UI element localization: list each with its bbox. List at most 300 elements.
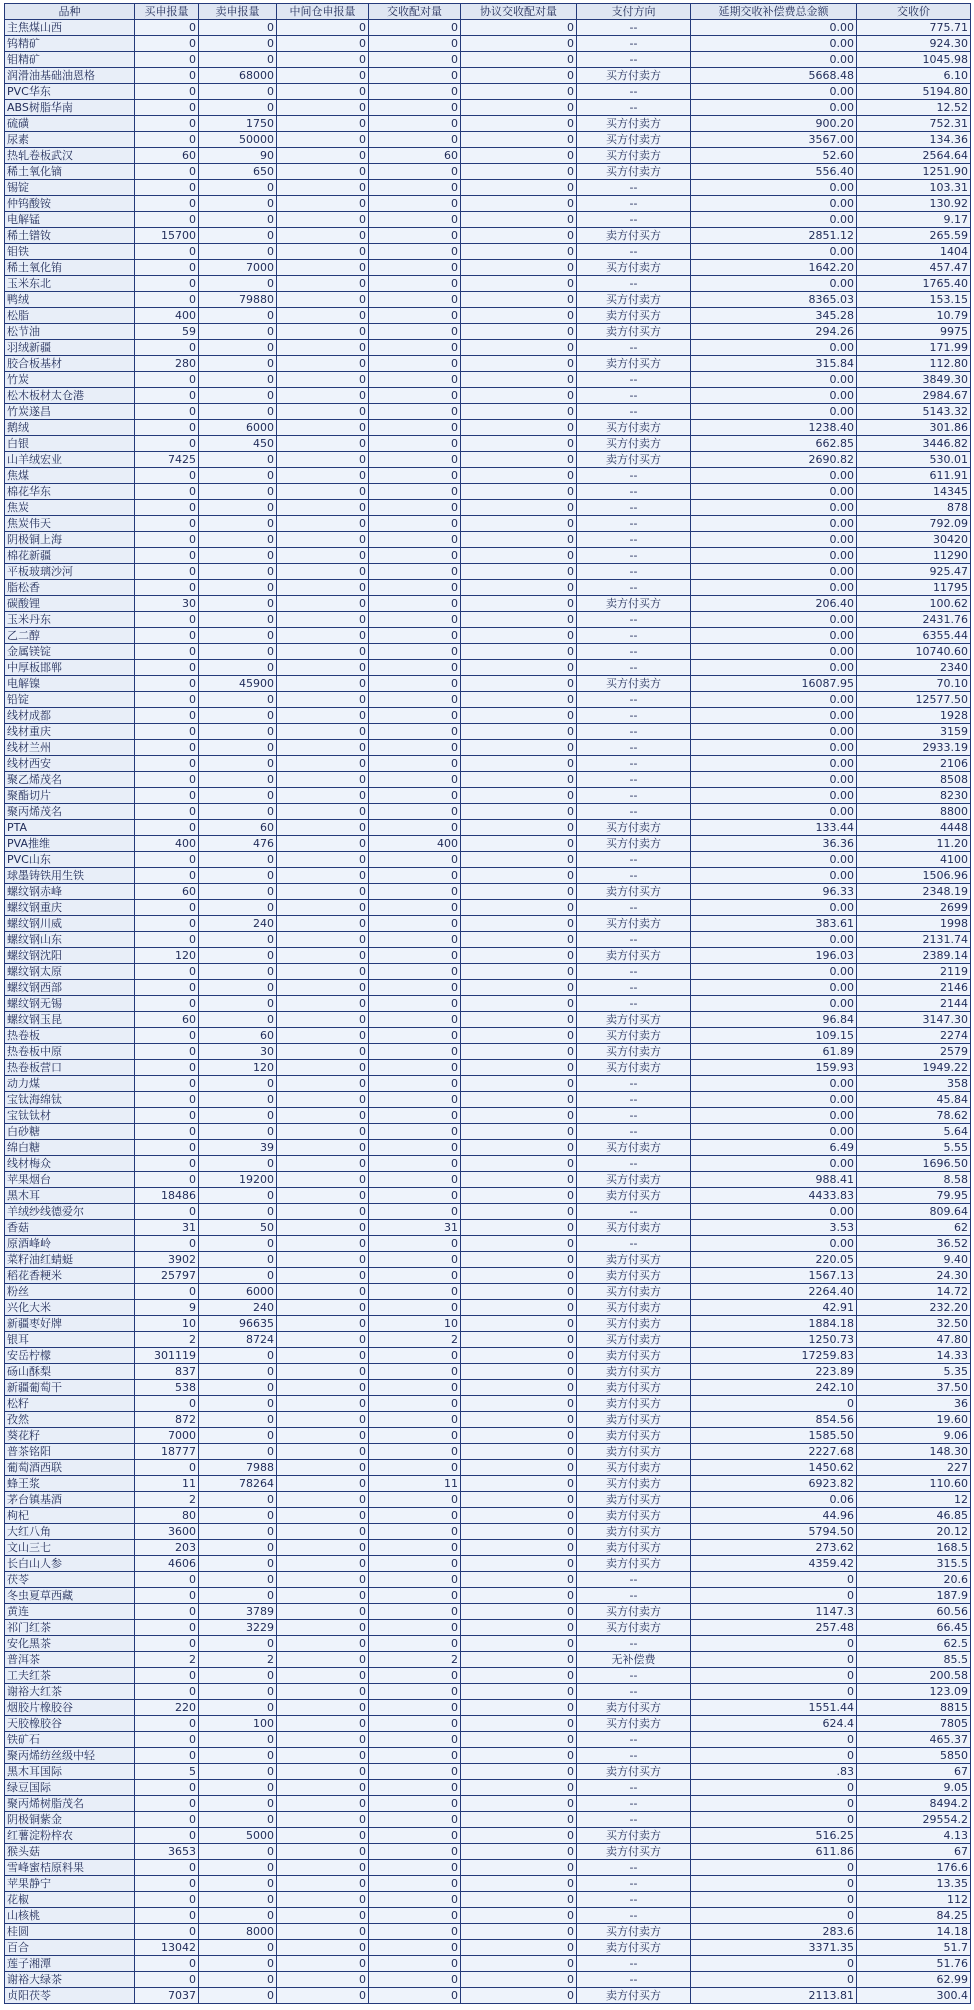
table-row xyxy=(5,68,971,84)
cell-payment-direction: -- xyxy=(577,532,691,548)
cell-delivery-price: 78.62 xyxy=(857,1108,971,1124)
cell-delivery-price: 110.60 xyxy=(857,1476,971,1492)
cell-delivery-price: 176.6 xyxy=(857,1860,971,1876)
cell-sell-declared: 6000 xyxy=(199,1284,277,1300)
table-row xyxy=(5,1412,971,1428)
cell-sell-declared: 0 xyxy=(199,852,277,868)
cell-delivery-price: 792.09 xyxy=(857,516,971,532)
cell-intermediate-declared: 0 xyxy=(277,884,369,900)
cell-buy-declared: 0 xyxy=(135,980,199,996)
cell-delivery-matched: 0 xyxy=(369,564,461,580)
cell-variety: 玉米丹东 xyxy=(5,612,135,628)
cell-variety: 莲子湘潭 xyxy=(5,1956,135,1972)
cell-agreement-matched: 0 xyxy=(461,868,577,884)
cell-buy-declared: 0 xyxy=(135,1732,199,1748)
cell-intermediate-declared: 0 xyxy=(277,484,369,500)
cell-payment-direction: 买方付卖方 xyxy=(577,1284,691,1300)
table-row xyxy=(5,1460,971,1476)
cell-compensation-total: 0 xyxy=(691,1572,857,1588)
cell-buy-declared: 15700 xyxy=(135,228,199,244)
table-row xyxy=(5,1268,971,1284)
cell-sell-declared: 0 xyxy=(199,500,277,516)
cell-sell-declared: 0 xyxy=(199,1124,277,1140)
cell-payment-direction: -- xyxy=(577,340,691,356)
cell-agreement-matched: 0 xyxy=(461,1940,577,1956)
table-row xyxy=(5,1092,971,1108)
cell-delivery-matched: 0 xyxy=(369,276,461,292)
cell-buy-declared: 7000 xyxy=(135,1428,199,1444)
cell-intermediate-declared: 0 xyxy=(277,36,369,52)
cell-compensation-total: 0.00 xyxy=(691,196,857,212)
cell-agreement-matched: 0 xyxy=(461,676,577,692)
cell-buy-declared: 0 xyxy=(135,420,199,436)
cell-compensation-total: 1567.13 xyxy=(691,1268,857,1284)
cell-agreement-matched: 0 xyxy=(461,1044,577,1060)
cell-sell-declared: 0 xyxy=(199,644,277,660)
cell-payment-direction: -- xyxy=(577,1748,691,1764)
cell-sell-declared: 0 xyxy=(199,1412,277,1428)
cell-buy-declared: 2 xyxy=(135,1652,199,1668)
cell-delivery-price: 227 xyxy=(857,1460,971,1476)
cell-agreement-matched: 0 xyxy=(461,260,577,276)
cell-compensation-total: 2690.82 xyxy=(691,452,857,468)
cell-buy-declared: 400 xyxy=(135,308,199,324)
cell-sell-declared: 0 xyxy=(199,1876,277,1892)
cell-compensation-total: 8365.03 xyxy=(691,292,857,308)
cell-agreement-matched: 0 xyxy=(461,1572,577,1588)
cell-agreement-matched: 0 xyxy=(461,292,577,308)
cell-buy-declared: 0 xyxy=(135,1060,199,1076)
table-row xyxy=(5,836,971,852)
cell-delivery-price: 611.91 xyxy=(857,468,971,484)
cell-intermediate-declared: 0 xyxy=(277,84,369,100)
table-row xyxy=(5,1668,971,1684)
cell-variety: 平板玻璃沙河 xyxy=(5,564,135,580)
header-intermediate-declared: 中间仓申报量 xyxy=(277,4,369,20)
cell-buy-declared: 0 xyxy=(135,20,199,36)
cell-delivery-matched: 0 xyxy=(369,212,461,228)
cell-compensation-total: 6.49 xyxy=(691,1140,857,1156)
table-row xyxy=(5,356,971,372)
cell-delivery-matched: 0 xyxy=(369,228,461,244)
cell-delivery-price: 20.12 xyxy=(857,1524,971,1540)
cell-payment-direction: -- xyxy=(577,1972,691,1988)
cell-payment-direction: -- xyxy=(577,852,691,868)
cell-agreement-matched: 0 xyxy=(461,1556,577,1572)
table-row xyxy=(5,1508,971,1524)
cell-sell-declared: 0 xyxy=(199,1108,277,1124)
cell-sell-declared: 0 xyxy=(199,1972,277,1988)
cell-variety: 铁矿石 xyxy=(5,1732,135,1748)
cell-delivery-matched: 0 xyxy=(369,724,461,740)
cell-intermediate-declared: 0 xyxy=(277,1252,369,1268)
table-row xyxy=(5,1476,971,1492)
cell-delivery-matched: 0 xyxy=(369,900,461,916)
cell-delivery-price: 60.56 xyxy=(857,1604,971,1620)
cell-compensation-total: 0.00 xyxy=(691,628,857,644)
cell-agreement-matched: 0 xyxy=(461,932,577,948)
cell-delivery-price: 36 xyxy=(857,1396,971,1412)
cell-intermediate-declared: 0 xyxy=(277,836,369,852)
cell-sell-declared: 0 xyxy=(199,100,277,116)
cell-intermediate-declared: 0 xyxy=(277,1476,369,1492)
cell-delivery-price: 10740.60 xyxy=(857,644,971,660)
cell-buy-declared: 400 xyxy=(135,836,199,852)
cell-payment-direction: 买方付卖方 xyxy=(577,436,691,452)
cell-delivery-price: 1696.50 xyxy=(857,1156,971,1172)
cell-compensation-total: 0.00 xyxy=(691,964,857,980)
cell-payment-direction: -- xyxy=(577,628,691,644)
cell-delivery-price: 46.85 xyxy=(857,1508,971,1524)
table-row xyxy=(5,1364,971,1380)
cell-intermediate-declared: 0 xyxy=(277,948,369,964)
cell-agreement-matched: 0 xyxy=(461,1364,577,1380)
cell-delivery-matched: 0 xyxy=(369,420,461,436)
cell-compensation-total: 0.00 xyxy=(691,1204,857,1220)
table-row xyxy=(5,1908,971,1924)
cell-intermediate-declared: 0 xyxy=(277,1716,369,1732)
cell-agreement-matched: 0 xyxy=(461,276,577,292)
table-row xyxy=(5,1892,971,1908)
cell-payment-direction: 买方付卖方 xyxy=(577,68,691,84)
cell-agreement-matched: 0 xyxy=(461,820,577,836)
cell-delivery-matched: 0 xyxy=(369,1748,461,1764)
cell-variety: 苹果静宁 xyxy=(5,1876,135,1892)
cell-compensation-total: 0.00 xyxy=(691,212,857,228)
cell-buy-declared: 0 xyxy=(135,548,199,564)
cell-agreement-matched: 0 xyxy=(461,116,577,132)
cell-delivery-price: 12577.50 xyxy=(857,692,971,708)
cell-variety: 钨精矿 xyxy=(5,36,135,52)
cell-sell-declared: 0 xyxy=(199,1444,277,1460)
cell-sell-declared: 0 xyxy=(199,1092,277,1108)
cell-sell-declared: 650 xyxy=(199,164,277,180)
cell-payment-direction: 买方付卖方 xyxy=(577,1716,691,1732)
cell-buy-declared: 0 xyxy=(135,932,199,948)
cell-variety: 聚丙烯树脂茂名 xyxy=(5,1796,135,1812)
cell-payment-direction: -- xyxy=(577,756,691,772)
cell-delivery-matched: 0 xyxy=(369,1556,461,1572)
table-row xyxy=(5,1428,971,1444)
cell-variety: 黑木耳国际 xyxy=(5,1764,135,1780)
cell-intermediate-declared: 0 xyxy=(277,1524,369,1540)
cell-delivery-matched: 0 xyxy=(369,1956,461,1972)
table-row xyxy=(5,676,971,692)
cell-variety: ABS树脂华南 xyxy=(5,100,135,116)
cell-variety: 电解锰 xyxy=(5,212,135,228)
table-row xyxy=(5,1204,971,1220)
table-row xyxy=(5,916,971,932)
cell-sell-declared: 0 xyxy=(199,1572,277,1588)
table-row xyxy=(5,1988,971,2004)
cell-intermediate-declared: 0 xyxy=(277,1572,369,1588)
cell-delivery-matched: 0 xyxy=(369,1844,461,1860)
cell-sell-declared: 0 xyxy=(199,868,277,884)
cell-agreement-matched: 0 xyxy=(461,548,577,564)
cell-variety: 球墨铸铁用生铁 xyxy=(5,868,135,884)
cell-compensation-total: 109.15 xyxy=(691,1028,857,1044)
table-row xyxy=(5,484,971,500)
cell-payment-direction: -- xyxy=(577,100,691,116)
cell-payment-direction: 买方付卖方 xyxy=(577,1460,691,1476)
cell-compensation-total: 0 xyxy=(691,1732,857,1748)
cell-payment-direction: 买方付卖方 xyxy=(577,1476,691,1492)
table-row xyxy=(5,1812,971,1828)
cell-compensation-total: 0.00 xyxy=(691,996,857,1012)
cell-intermediate-declared: 0 xyxy=(277,708,369,724)
cell-delivery-matched: 10 xyxy=(369,1316,461,1332)
cell-intermediate-declared: 0 xyxy=(277,868,369,884)
cell-compensation-total: 0.00 xyxy=(691,340,857,356)
cell-compensation-total: 0.00 xyxy=(691,276,857,292)
cell-sell-declared: 3229 xyxy=(199,1620,277,1636)
cell-agreement-matched: 0 xyxy=(461,180,577,196)
cell-variety: 山羊绒宏业 xyxy=(5,452,135,468)
table-row xyxy=(5,180,971,196)
cell-delivery-price: 51.7 xyxy=(857,1940,971,1956)
cell-agreement-matched: 0 xyxy=(461,1124,577,1140)
cell-sell-declared: 0 xyxy=(199,244,277,260)
cell-compensation-total: 96.84 xyxy=(691,1012,857,1028)
cell-delivery-price: 20.6 xyxy=(857,1572,971,1588)
cell-agreement-matched: 0 xyxy=(461,1396,577,1412)
cell-intermediate-declared: 0 xyxy=(277,1700,369,1716)
table-row xyxy=(5,164,971,180)
cell-buy-declared: 301119 xyxy=(135,1348,199,1364)
cell-intermediate-declared: 0 xyxy=(277,548,369,564)
table-row xyxy=(5,420,971,436)
header-delivery-price: 交收价 xyxy=(857,4,971,20)
cell-intermediate-declared: 0 xyxy=(277,276,369,292)
table-body xyxy=(5,20,971,2004)
cell-variety: 竹炭 xyxy=(5,372,135,388)
cell-buy-declared: 280 xyxy=(135,356,199,372)
cell-buy-declared: 0 xyxy=(135,1636,199,1652)
header-sell-declared: 卖申报量 xyxy=(199,4,277,20)
cell-sell-declared: 0 xyxy=(199,964,277,980)
cell-delivery-matched: 0 xyxy=(369,820,461,836)
cell-compensation-total: 0.00 xyxy=(691,52,857,68)
cell-delivery-matched: 0 xyxy=(369,532,461,548)
table-row xyxy=(5,228,971,244)
cell-compensation-total: 44.96 xyxy=(691,1508,857,1524)
cell-sell-declared: 68000 xyxy=(199,68,277,84)
cell-variety: 鹅绒 xyxy=(5,420,135,436)
cell-payment-direction: 卖方付买方 xyxy=(577,596,691,612)
cell-delivery-price: 2119 xyxy=(857,964,971,980)
cell-agreement-matched: 0 xyxy=(461,772,577,788)
header-variety: 品种 xyxy=(5,4,135,20)
cell-variety: 螺纹钢太原 xyxy=(5,964,135,980)
cell-variety: 黑木耳 xyxy=(5,1188,135,1204)
table-row xyxy=(5,1396,971,1412)
cell-sell-declared: 0 xyxy=(199,1188,277,1204)
cell-sell-declared: 0 xyxy=(199,1540,277,1556)
cell-variety: 绿豆国际 xyxy=(5,1780,135,1796)
cell-buy-declared: 0 xyxy=(135,1172,199,1188)
cell-buy-declared: 0 xyxy=(135,1140,199,1156)
cell-variety: 鸭绒 xyxy=(5,292,135,308)
cell-buy-declared: 203 xyxy=(135,1540,199,1556)
cell-payment-direction: -- xyxy=(577,1636,691,1652)
cell-delivery-matched: 0 xyxy=(369,468,461,484)
table-row xyxy=(5,1220,971,1236)
cell-compensation-total: 0 xyxy=(691,1892,857,1908)
cell-buy-declared: 0 xyxy=(135,276,199,292)
cell-delivery-price: 11290 xyxy=(857,548,971,564)
cell-variety: 聚丙烯茂名 xyxy=(5,804,135,820)
cell-sell-declared: 0 xyxy=(199,1556,277,1572)
cell-delivery-price: 11795 xyxy=(857,580,971,596)
cell-delivery-price: 13.35 xyxy=(857,1876,971,1892)
cell-payment-direction: -- xyxy=(577,564,691,580)
cell-delivery-matched: 0 xyxy=(369,20,461,36)
cell-buy-declared: 0 xyxy=(135,68,199,84)
cell-buy-declared: 0 xyxy=(135,1828,199,1844)
cell-intermediate-declared: 0 xyxy=(277,1812,369,1828)
cell-sell-declared: 240 xyxy=(199,1300,277,1316)
cell-variety: 枸杞 xyxy=(5,1508,135,1524)
cell-buy-declared: 837 xyxy=(135,1364,199,1380)
cell-buy-declared: 3902 xyxy=(135,1252,199,1268)
table-row xyxy=(5,1604,971,1620)
cell-delivery-price: 5.55 xyxy=(857,1140,971,1156)
table-row xyxy=(5,596,971,612)
cell-intermediate-declared: 0 xyxy=(277,1732,369,1748)
cell-intermediate-declared: 0 xyxy=(277,1428,369,1444)
cell-variety: 电解镍 xyxy=(5,676,135,692)
cell-payment-direction: -- xyxy=(577,1156,691,1172)
cell-payment-direction: -- xyxy=(577,1092,691,1108)
cell-intermediate-declared: 0 xyxy=(277,1588,369,1604)
cell-sell-declared: 50 xyxy=(199,1220,277,1236)
cell-delivery-matched: 0 xyxy=(369,772,461,788)
cell-delivery-price: 465.37 xyxy=(857,1732,971,1748)
cell-payment-direction: 买方付卖方 xyxy=(577,164,691,180)
cell-sell-declared: 0 xyxy=(199,596,277,612)
cell-buy-declared: 0 xyxy=(135,852,199,868)
cell-delivery-matched: 0 xyxy=(369,1716,461,1732)
cell-agreement-matched: 0 xyxy=(461,356,577,372)
cell-payment-direction: 买方付卖方 xyxy=(577,1028,691,1044)
cell-buy-declared: 0 xyxy=(135,1156,199,1172)
cell-variety: 线材梅众 xyxy=(5,1156,135,1172)
cell-buy-declared: 0 xyxy=(135,1236,199,1252)
cell-intermediate-declared: 0 xyxy=(277,116,369,132)
cell-payment-direction: -- xyxy=(577,484,691,500)
cell-buy-declared: 0 xyxy=(135,804,199,820)
cell-variety: 羊绒纱线德爱尔 xyxy=(5,1204,135,1220)
cell-compensation-total: 0 xyxy=(691,1396,857,1412)
cell-sell-declared: 0 xyxy=(199,1684,277,1700)
cell-agreement-matched: 0 xyxy=(461,324,577,340)
cell-payment-direction: 买方付卖方 xyxy=(577,1620,691,1636)
cell-compensation-total: 273.62 xyxy=(691,1540,857,1556)
cell-compensation-total: 1585.50 xyxy=(691,1428,857,1444)
cell-delivery-matched: 0 xyxy=(369,372,461,388)
cell-variety: 阴极铜上海 xyxy=(5,532,135,548)
cell-intermediate-declared: 0 xyxy=(277,1748,369,1764)
cell-payment-direction: 卖方付买方 xyxy=(577,1988,691,2004)
cell-agreement-matched: 0 xyxy=(461,964,577,980)
cell-variety: 螺纹钢赤峰 xyxy=(5,884,135,900)
cell-delivery-price: 9.17 xyxy=(857,212,971,228)
cell-variety: 螺纹钢西部 xyxy=(5,980,135,996)
cell-sell-declared: 0 xyxy=(199,692,277,708)
cell-delivery-matched: 0 xyxy=(369,1444,461,1460)
cell-agreement-matched: 0 xyxy=(461,468,577,484)
cell-sell-declared: 0 xyxy=(199,580,277,596)
cell-intermediate-declared: 0 xyxy=(277,1316,369,1332)
cell-delivery-matched: 0 xyxy=(369,1044,461,1060)
cell-variety: 安化黑茶 xyxy=(5,1636,135,1652)
cell-sell-declared: 0 xyxy=(199,308,277,324)
cell-buy-declared: 9 xyxy=(135,1300,199,1316)
cell-sell-declared: 0 xyxy=(199,1908,277,1924)
cell-variety: 稻花香粳米 xyxy=(5,1268,135,1284)
cell-buy-declared: 220 xyxy=(135,1700,199,1716)
cell-sell-declared: 19200 xyxy=(199,1172,277,1188)
cell-compensation-total: 16087.95 xyxy=(691,676,857,692)
cell-delivery-matched: 2 xyxy=(369,1332,461,1348)
cell-buy-declared: 3600 xyxy=(135,1524,199,1540)
cell-buy-declared: 0 xyxy=(135,964,199,980)
cell-intermediate-declared: 0 xyxy=(277,1908,369,1924)
cell-delivery-price: 775.71 xyxy=(857,20,971,36)
cell-variety: 祁门红茶 xyxy=(5,1620,135,1636)
cell-delivery-matched: 0 xyxy=(369,1140,461,1156)
cell-sell-declared: 0 xyxy=(199,212,277,228)
cell-intermediate-declared: 0 xyxy=(277,980,369,996)
cell-sell-declared: 5000 xyxy=(199,1828,277,1844)
cell-agreement-matched: 0 xyxy=(461,1076,577,1092)
cell-agreement-matched: 0 xyxy=(461,1812,577,1828)
cell-delivery-price: 134.36 xyxy=(857,132,971,148)
cell-payment-direction: -- xyxy=(577,1812,691,1828)
cell-delivery-matched: 0 xyxy=(369,388,461,404)
cell-delivery-matched: 0 xyxy=(369,1028,461,1044)
cell-intermediate-declared: 0 xyxy=(277,1412,369,1428)
cell-variety: PVA推维 xyxy=(5,836,135,852)
table-row xyxy=(5,1588,971,1604)
cell-buy-declared: 0 xyxy=(135,772,199,788)
cell-delivery-matched: 0 xyxy=(369,1700,461,1716)
cell-buy-declared: 0 xyxy=(135,724,199,740)
cell-sell-declared: 0 xyxy=(199,516,277,532)
cell-variety: 金属镁锭 xyxy=(5,644,135,660)
table-row xyxy=(5,740,971,756)
cell-buy-declared: 0 xyxy=(135,868,199,884)
cell-intermediate-declared: 0 xyxy=(277,724,369,740)
cell-sell-declared: 0 xyxy=(199,1796,277,1812)
cell-compensation-total: 0.00 xyxy=(691,1124,857,1140)
cell-delivery-matched: 0 xyxy=(369,676,461,692)
cell-sell-declared: 0 xyxy=(199,708,277,724)
cell-agreement-matched: 0 xyxy=(461,1028,577,1044)
table-row xyxy=(5,532,971,548)
cell-delivery-matched: 0 xyxy=(369,1732,461,1748)
cell-agreement-matched: 0 xyxy=(461,1268,577,1284)
cell-buy-declared: 18777 xyxy=(135,1444,199,1460)
cell-agreement-matched: 0 xyxy=(461,1652,577,1668)
cell-delivery-matched: 0 xyxy=(369,1636,461,1652)
cell-delivery-price: 9.40 xyxy=(857,1252,971,1268)
cell-compensation-total: 0.00 xyxy=(691,756,857,772)
cell-delivery-price: 8230 xyxy=(857,788,971,804)
cell-variety: 茯苓 xyxy=(5,1572,135,1588)
cell-intermediate-declared: 0 xyxy=(277,1652,369,1668)
cell-payment-direction: -- xyxy=(577,180,691,196)
